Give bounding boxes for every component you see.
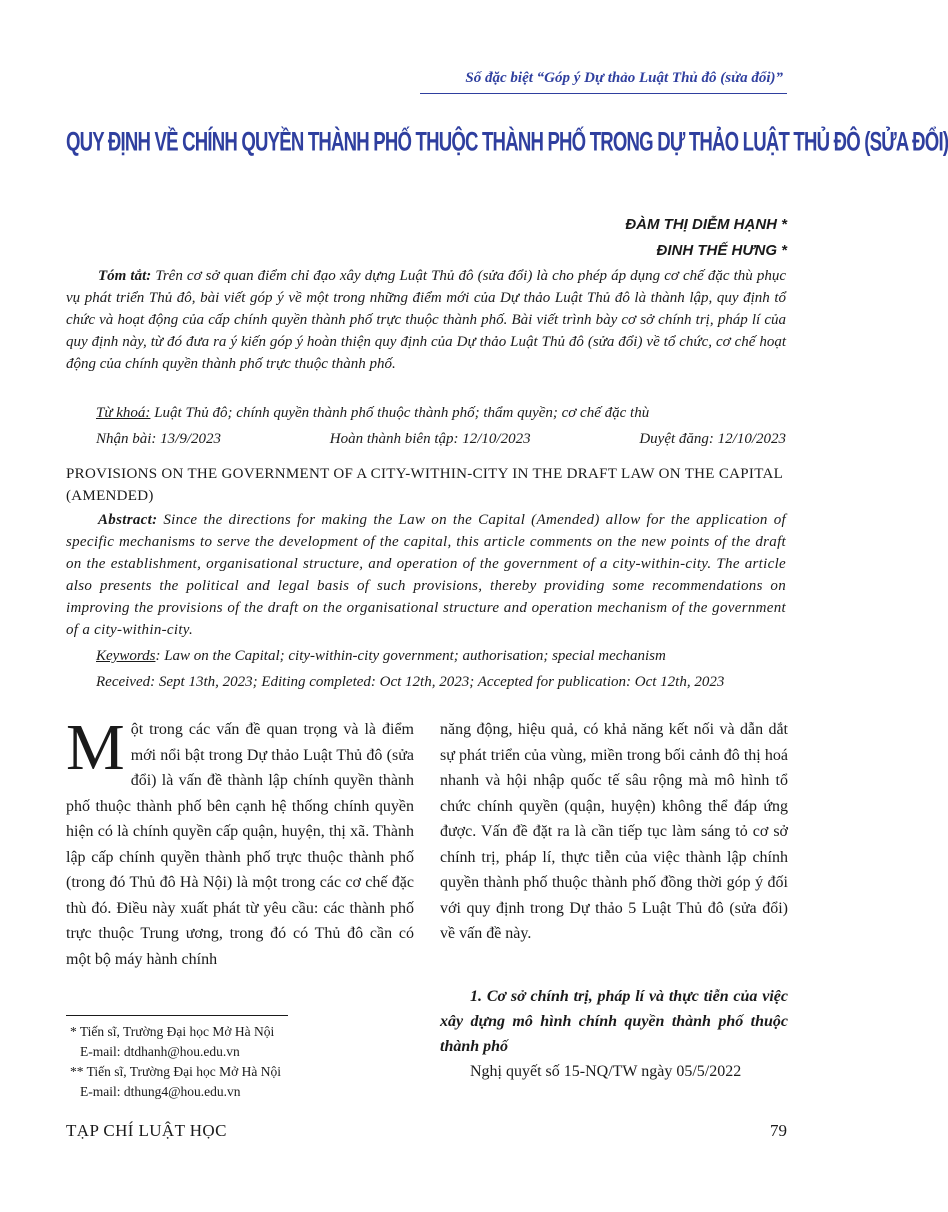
section-heading-1: 1. Cơ sở chính trị, pháp lí và thực tiễn của việc xây dựng mô hình chính quyền thành phố thuộc thành phố [440, 988, 788, 1055]
footnote-2-email: E-mail: dthung4@hou.edu.vn [80, 1084, 241, 1099]
edited-date-vn: Hoàn thành biên tập: 12/10/2023 [329, 431, 531, 447]
abstract-label-en: Abstract: [98, 512, 158, 528]
footnote-divider [66, 1015, 288, 1016]
keywords-label-en: Keywords [96, 648, 156, 664]
footnote-1-email: E-mail: dtdhanh@hou.edu.vn [80, 1044, 240, 1059]
special-issue-banner: Số đặc biệt “Góp ý Dự thảo Luật Thủ đô (sửa đổi)” [465, 70, 783, 86]
body-text-resolution: Nghị quyết số 15-NQ/TW ngày 05/5/2022 [470, 1063, 742, 1080]
drop-cap: M [66, 711, 125, 784]
author-2: ĐINH THẾ HƯNG * [656, 242, 787, 259]
abstract-text-en: Since the directions for making the Law on the Capital (Amended) allow for the application of specific mechanisms to serve the development of the capital, this article comments on the new points of the draft on the establishment, organisational structure, and operation of the government of a city-within-city. The article also presents the political and legal basis of such provisions, thereby providing some recommendations on improving the provisions of the draft on the organisational structure and operation mechanism of the government of a city-within-city. [66, 512, 786, 638]
author-1: ĐÀM THỊ DIỄM HẠNH * [625, 216, 787, 233]
body-column-right: năng động, hiệu quả, có khả năng kết nối và dẫn dắt sự phát triển của vùng, miền trong bối cảnh đô thị hoá nhanh và hội nhập quốc tế sâu rộng mà mô hình tổ chức chính quyền (quận, huyện) không thể đáp ứng được. Vấn đề đặt ra là cần tiếp tục làm sáng tỏ cơ sở chính trị, pháp lí, thực tiễn của việc thành lập chính quyền thành phố thuộc thành phố đồng thời góp ý đối với quy định trong Dự thảo 5 Luật Thủ đô (sửa đổi) về vấn đề này. [440, 721, 788, 942]
article-title: QUY ĐỊNH VỀ CHÍNH QUYỀN THÀNH PHỐ THUỘC THÀNH PHỐ TRONG DỰ THẢO LUẬT THỦ ĐÔ (SỬA ĐỔI) [66, 126, 948, 157]
received-date-vn: Nhận bài: 13/9/2023 [96, 431, 222, 447]
abstract-vietnamese [66, 265, 786, 375]
keywords-text-vn: Luật Thủ đô; chính quyền thành phố thuộc thành phố; thẩm quyền; cơ chế đặc thù [154, 405, 650, 421]
accepted-date-vn: Duyệt đăng: 12/10/2023 [639, 431, 786, 447]
banner-underline [420, 93, 787, 94]
keywords-text-en: : Law on the Capital; city-within-city government; authorisation; special mechanism [155, 648, 666, 664]
footnote-1: * Tiến sĩ, Trường Đại học Mở Hà Nội [70, 1024, 275, 1039]
body-text-left: ột trong các vấn đề quan trọng và là điểm mới nổi bật trong Dự thảo Luật Thủ đô (sửa đổi) là vấn đề thành lập chính quyền thành phố thuộc thành phố bên cạnh hệ thống chính quyền hiện có là chính quyền cấp quận, huyện, thị xã. Thành lập cấp chính quyền thành phố trực thuộc thành phố (trong đó Thủ đô Hà Nội) là một trong các cơ chế đặc thù đó. Điều này xuất phát từ yêu cầu: các thành phố trực thuộc Trung ương, trong đó có Thủ đô cần có một bộ máy hành chính [66, 721, 414, 968]
footnote-2: ** Tiến sĩ, Trường Đại học Mở Hà Nội [70, 1064, 281, 1079]
abstract-english [66, 509, 786, 641]
dates-vietnamese [96, 431, 786, 448]
keywords-vietnamese [96, 405, 649, 422]
keywords-label-vn: Từ khoá: [96, 405, 151, 421]
abstract-text-vn: Trên cơ sở quan điểm chỉ đạo xây dựng Luật Thủ đô (sửa đổi) là cho phép áp dụng cơ chế đặc thù phục vụ phát triển Thủ đô, bài viết góp ý về một trong những điểm mới của Dự thảo Luật Thủ đô là thành lập, quy định tổ chức và hoạt động của cấp chính quyền thành phố trực thuộc thành phố. Bài viết trình bày cơ sở chính trị, pháp lí của quy định này, từ đó đưa ra ý kiến góp ý hoàn thiện quy định của Dự thảo Luật Thủ đô (sửa đổi) về tổ chức, cơ chế hoạt động của chính quyền thành phố trực thuộc thành phố. [66, 268, 787, 372]
english-title: PROVISIONS ON THE GOVERNMENT OF A CITY-WITHIN-CITY IN THE DRAFT LAW ON THE CAPITAL (AMENDED) [66, 466, 783, 504]
page-number: 79 [770, 1121, 787, 1140]
journal-name: TẠP CHÍ LUẬT HỌC [66, 1121, 227, 1140]
abstract-label-vn: Tóm tắt: [98, 268, 152, 284]
body-column-left [66, 711, 414, 972]
dates-english: Received: Sept 13th, 2023; Editing completed: Oct 12th, 2023; Accepted for publication: Oct 12th, 2023 [96, 674, 725, 690]
keywords-english [96, 648, 666, 665]
